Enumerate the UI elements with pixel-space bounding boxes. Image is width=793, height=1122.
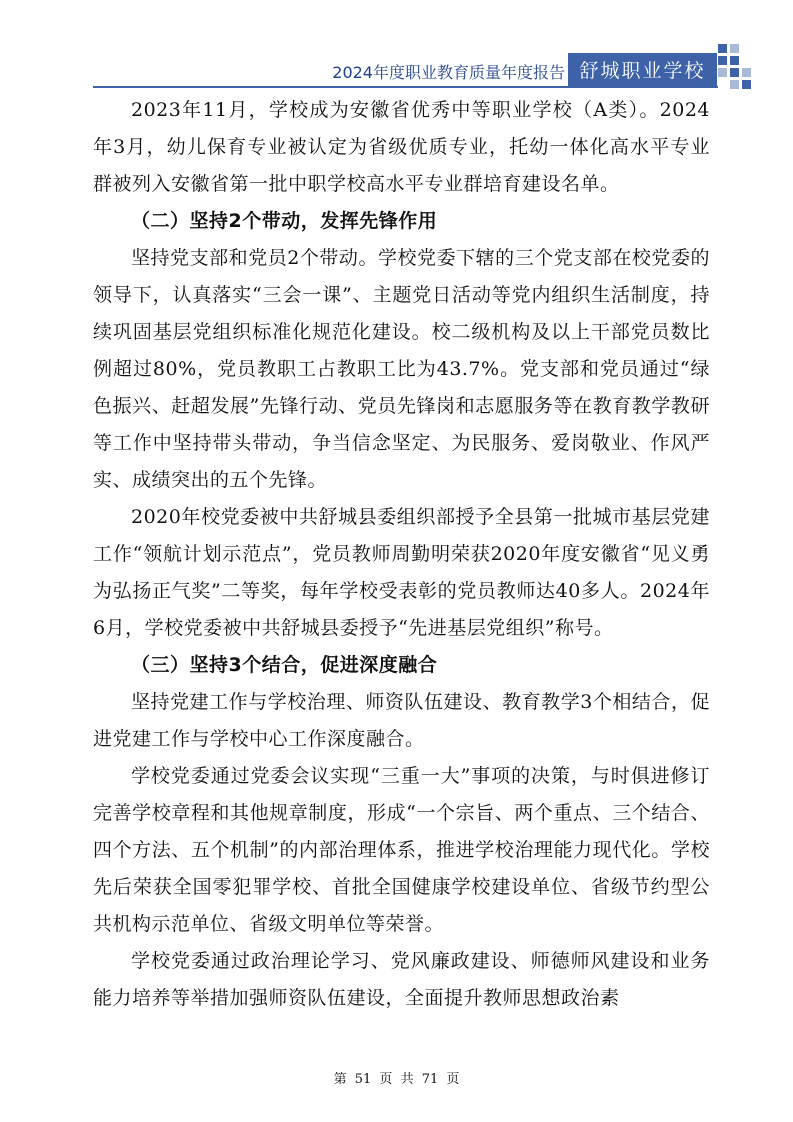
school-name: 舒城职业学校	[579, 60, 706, 82]
decor-square-icon	[742, 68, 751, 77]
header-rule	[93, 86, 718, 88]
page-number: 第 51 页 共 71 页	[333, 1072, 460, 1087]
decor-square-icon	[718, 56, 727, 65]
paragraph: 学校党委通过政治理论学习、党风廉政建设、师德师风建设和业务能力培养等举措加强师资队伍建设，全面提升教师思想政治素	[93, 950, 710, 1009]
decor-square-icon	[718, 68, 727, 77]
decor-square-icon	[730, 44, 739, 53]
paragraph: 2020年校党委被中共舒城县委组织部授予全县第一批城市基层党建工作“领航计划示范点”，党员教师周勤明荣获2020年度安徽省“见义勇为弘扬正气奖”二等奖，每年学校受表彰的党员教师达40多人。2024年6月，学校党委被中共舒城县委授予“先进基层党组织”称号。	[93, 506, 710, 639]
paragraph: 2023年11月，学校成为安徽省优秀中等职业学校（A类）。2024年3月，幼儿保育专业被认定为省级优质专业，托幼一体化高水平专业群被列入安徽省第一批中职学校高水平专业群培育建设名单。	[93, 99, 710, 195]
decor-square-icon	[718, 44, 727, 53]
decor-square-icon	[730, 80, 739, 89]
paragraph: 坚持党支部和党员2个带动。学校党委下辖的三个党支部在校党委的领导下，认真落实“三会一课”、主题党日活动等党内组织生活制度，持续巩固基层党组织标准化规范化建设。校二级机构及以上干部党员数比例超过80%，党员教职工占教职工比为43.7%。党支部和党员通过“绿色振兴、赶超发展”先锋行动、党员先锋岗和志愿服务等在教育教学教研等工作中坚持带头带动，争当信念坚定、为民服务、爱岗敬业、作风严实、成绩突出的五个先锋。	[93, 247, 710, 491]
decor-square-icon	[730, 68, 739, 77]
section-heading: （二）坚持2个带动，发挥先锋作用	[131, 210, 438, 232]
paragraph: 学校党委通过党委会议实现“三重一大”事项的决策，与时俱进修订完善学校章程和其他规章制度，形成“一个宗旨、两个重点、三个结合、四个方法、五个机制”的内部治理体系，推进学校治理能力现代化。学校先后荣获全国零犯罪学校、首批全国健康学校建设单位、省级节约型公共机构示范单位、省级文明单位等荣誉。	[93, 765, 710, 935]
page-header	[0, 0, 793, 90]
paragraph: 坚持党建工作与学校治理、师资队伍建设、教育教学3个相结合，促进党建工作与学校中心工作深度融合。	[93, 691, 710, 750]
report-title: 2024年度职业教育质量年度报告	[332, 63, 565, 82]
decor-square-icon	[742, 80, 751, 89]
document-body	[93, 92, 710, 1017]
school-name-banner	[568, 53, 717, 86]
decor-square-icon	[730, 56, 739, 65]
section-heading: （三）坚持3个结合，促进深度融合	[131, 654, 438, 676]
